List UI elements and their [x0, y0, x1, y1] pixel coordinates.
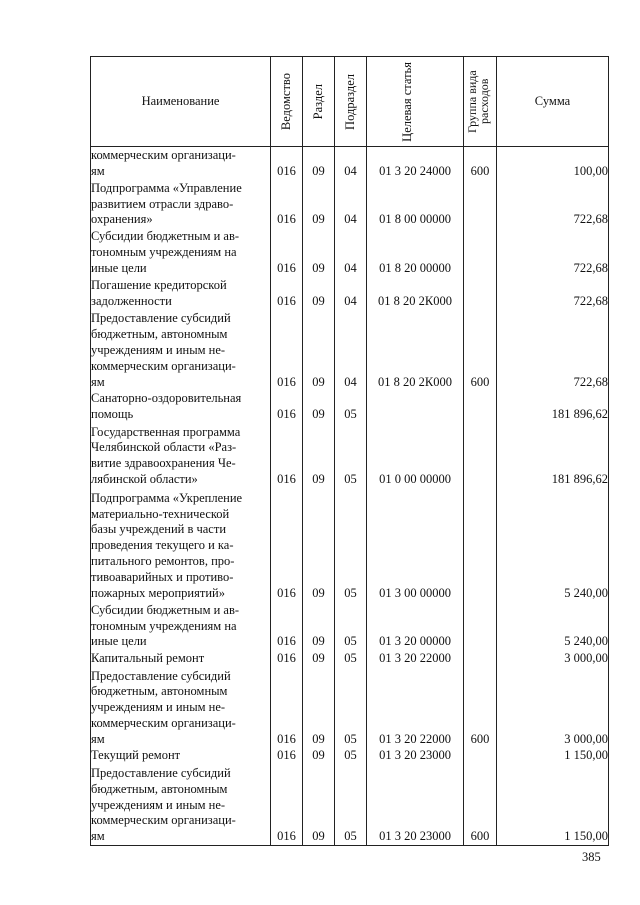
table-row [91, 764, 609, 846]
podrazdel-cell: 04 [335, 228, 367, 277]
razdel-cell: 09 [303, 666, 335, 747]
gruppa-cell: 600 [464, 309, 497, 390]
summa-cell: 722,68 [497, 309, 609, 390]
row-name-line: пожарных мероприятий» [91, 585, 225, 600]
gruppa-cell [464, 179, 497, 228]
summa-cell: 3 000,00 [497, 666, 609, 747]
row-name-line: учреждениям и иным не- [91, 797, 226, 812]
summa-cell: 722,68 [497, 277, 609, 309]
row-name-line: учреждениям и иным не- [91, 343, 226, 358]
vedomstvo-cell: 016 [271, 423, 303, 488]
podrazdel-cell: 04 [335, 309, 367, 390]
summa-cell: 3 000,00 [497, 650, 609, 666]
razdel-cell: 09 [303, 748, 335, 764]
table-row [91, 309, 609, 390]
row-name-line: задолженности [91, 293, 172, 308]
tselevaya-statya-cell: 01 3 20 00000 [367, 601, 464, 650]
table-row [91, 423, 609, 488]
gruppa-cell [464, 488, 497, 602]
row-name-line: развитием отрасли здраво- [91, 196, 234, 211]
gruppa-cell [464, 423, 497, 488]
table-row [91, 228, 609, 277]
row-name-line: коммерческим организаци- [91, 147, 236, 162]
tselevaya-statya-cell: 01 8 20 2К000 [367, 277, 464, 309]
podrazdel-cell: 05 [335, 488, 367, 602]
table-header-row [91, 57, 609, 147]
row-name [91, 650, 271, 666]
table-row [91, 748, 609, 764]
row-name-line: Подпрограмма «Укрепление [91, 490, 243, 505]
row-name-line: Субсидии бюджетным и ав- [91, 602, 240, 617]
tselevaya-statya-cell: 01 3 20 23000 [367, 764, 464, 846]
gruppa-cell [464, 277, 497, 309]
table-row [91, 650, 609, 666]
page-number: 385 [582, 850, 601, 864]
tselevaya-statya-cell [367, 390, 464, 422]
tselevaya-statya-cell: 01 3 20 22000 [367, 650, 464, 666]
table-row [91, 390, 609, 422]
row-name [91, 179, 271, 228]
vedomstvo-cell: 016 [271, 601, 303, 650]
vedomstvo-cell: 016 [271, 228, 303, 277]
summa-cell: 100,00 [497, 147, 609, 180]
table-row [91, 147, 609, 180]
razdel-cell: 09 [303, 488, 335, 602]
tselevaya-statya-cell: 01 3 00 00000 [367, 488, 464, 602]
gruppa-cell: 600 [464, 666, 497, 747]
gruppa-cell: 600 [464, 147, 497, 180]
podrazdel-cell: 05 [335, 764, 367, 846]
gruppa-cell [464, 650, 497, 666]
row-name-line: бюджетным, автономным [91, 781, 228, 796]
gruppa-cell [464, 228, 497, 277]
summa-cell: 722,68 [497, 228, 609, 277]
razdel-cell: 09 [303, 423, 335, 488]
row-name-line: ям [91, 731, 105, 746]
row-name [91, 666, 271, 747]
podrazdel-cell: 05 [335, 748, 367, 764]
vedomstvo-cell: 016 [271, 666, 303, 747]
column-header-summa: Сумма [497, 57, 609, 147]
row-name-line: помощь [91, 407, 134, 422]
tselevaya-statya-cell: 01 3 20 24000 [367, 147, 464, 180]
row-name-line: тономным учреждениям на [91, 245, 237, 260]
vedomstvo-cell: 016 [271, 147, 303, 180]
row-name-line: материально-технической [91, 506, 230, 521]
column-header-vedomstvo: Ведомство [271, 57, 303, 147]
row-name-line: тономным учреждениям на [91, 618, 237, 633]
vedomstvo-cell: 016 [271, 277, 303, 309]
row-name-line: тивоаварийных и противо- [91, 569, 234, 584]
row-name [91, 390, 271, 422]
razdel-cell: 09 [303, 309, 335, 390]
table-row [91, 179, 609, 228]
row-name-line: Предоставление субсидий [91, 766, 231, 781]
row-name-line: Погашение кредиторской [91, 277, 227, 292]
column-header-podrazdel: Подраздел [335, 57, 367, 147]
row-name-line: иные цели [91, 261, 147, 276]
row-name-line: витие здравоохранения Че- [91, 456, 236, 471]
gruppa-cell [464, 390, 497, 422]
podrazdel-cell: 05 [335, 666, 367, 747]
razdel-cell: 09 [303, 277, 335, 309]
table-row [91, 277, 609, 309]
row-name-line: Подпрограмма «Управление [91, 180, 242, 195]
summa-cell: 5 240,00 [497, 488, 609, 602]
row-name-line: питального ремонтов, про- [91, 554, 235, 569]
row-name-line: бюджетным, автономным [91, 327, 228, 342]
tselevaya-statya-cell: 01 8 00 00000 [367, 179, 464, 228]
vedomstvo-cell: 016 [271, 309, 303, 390]
row-name [91, 764, 271, 846]
column-header-name: Наименование [91, 57, 271, 147]
tselevaya-statya-cell: 01 0 00 00000 [367, 423, 464, 488]
column-header-tselevaya-statya: Целевая статья [367, 57, 464, 147]
tselevaya-statya-cell: 01 8 20 00000 [367, 228, 464, 277]
podrazdel-cell: 05 [335, 390, 367, 422]
column-header-razdel: Раздел [303, 57, 335, 147]
vedomstvo-cell: 016 [271, 650, 303, 666]
podrazdel-cell: 04 [335, 179, 367, 228]
row-name-line: ям [91, 163, 105, 178]
row-name [91, 423, 271, 488]
gruppa-cell [464, 748, 497, 764]
razdel-cell: 09 [303, 147, 335, 180]
row-name-line: Текущий ремонт [91, 747, 181, 762]
row-name-line: базы учреждений в части [91, 522, 227, 537]
razdel-cell: 09 [303, 390, 335, 422]
row-name-line: Челябинской области «Раз- [91, 440, 237, 455]
row-name-line: Государственная программа [91, 424, 241, 439]
summa-cell: 722,68 [497, 179, 609, 228]
tselevaya-statya-cell: 01 8 20 2К000 [367, 309, 464, 390]
row-name-line: ям [91, 374, 105, 389]
razdel-cell: 09 [303, 650, 335, 666]
row-name-line: учреждениям и иным не- [91, 700, 226, 715]
row-name-line: ям [91, 829, 105, 844]
table-row [91, 488, 609, 602]
budget-table [90, 56, 609, 846]
table-row [91, 666, 609, 747]
summa-cell: 1 150,00 [497, 764, 609, 846]
podrazdel-cell: 04 [335, 147, 367, 180]
row-name-line: бюджетным, автономным [91, 684, 228, 699]
summa-cell: 1 150,00 [497, 748, 609, 764]
row-name-line: коммерческим организаци- [91, 358, 236, 373]
tselevaya-statya-cell: 01 3 20 22000 [367, 666, 464, 747]
vedomstvo-cell: 016 [271, 390, 303, 422]
row-name-line: коммерческим организаци- [91, 715, 236, 730]
podrazdel-cell: 05 [335, 601, 367, 650]
row-name-line: иные цели [91, 634, 147, 649]
vedomstvo-cell: 016 [271, 748, 303, 764]
podrazdel-cell: 05 [335, 650, 367, 666]
row-name [91, 277, 271, 309]
row-name-line: лябинской области» [91, 472, 198, 487]
row-name-line: проведения текущего и ка- [91, 538, 234, 553]
tselevaya-statya-cell: 01 3 20 23000 [367, 748, 464, 764]
table-row [91, 601, 609, 650]
row-name [91, 309, 271, 390]
row-name-line: Предоставление субсидий [91, 668, 231, 683]
row-name [91, 147, 271, 180]
vedomstvo-cell: 016 [271, 488, 303, 602]
razdel-cell: 09 [303, 228, 335, 277]
row-name [91, 228, 271, 277]
row-name [91, 748, 271, 764]
row-name-line: охранения» [91, 212, 153, 227]
vedomstvo-cell: 016 [271, 179, 303, 228]
row-name-line: Санаторно-оздоровительная [91, 391, 242, 406]
gruppa-cell: 600 [464, 764, 497, 846]
gruppa-cell [464, 601, 497, 650]
vedomstvo-cell: 016 [271, 764, 303, 846]
razdel-cell: 09 [303, 601, 335, 650]
row-name-line: коммерческим организаци- [91, 813, 236, 828]
summa-cell: 181 896,62 [497, 390, 609, 422]
podrazdel-cell: 05 [335, 423, 367, 488]
razdel-cell: 09 [303, 764, 335, 846]
row-name [91, 601, 271, 650]
row-name-line: Капитальный ремонт [91, 650, 205, 665]
row-name [91, 488, 271, 602]
summa-cell: 181 896,62 [497, 423, 609, 488]
row-name-line: Субсидии бюджетным и ав- [91, 229, 240, 244]
row-name-line: Предоставление субсидий [91, 311, 231, 326]
column-header-gruppa-vida-raskhodov: Группа вида расходов [464, 57, 497, 147]
razdel-cell: 09 [303, 179, 335, 228]
podrazdel-cell: 04 [335, 277, 367, 309]
summa-cell: 5 240,00 [497, 601, 609, 650]
